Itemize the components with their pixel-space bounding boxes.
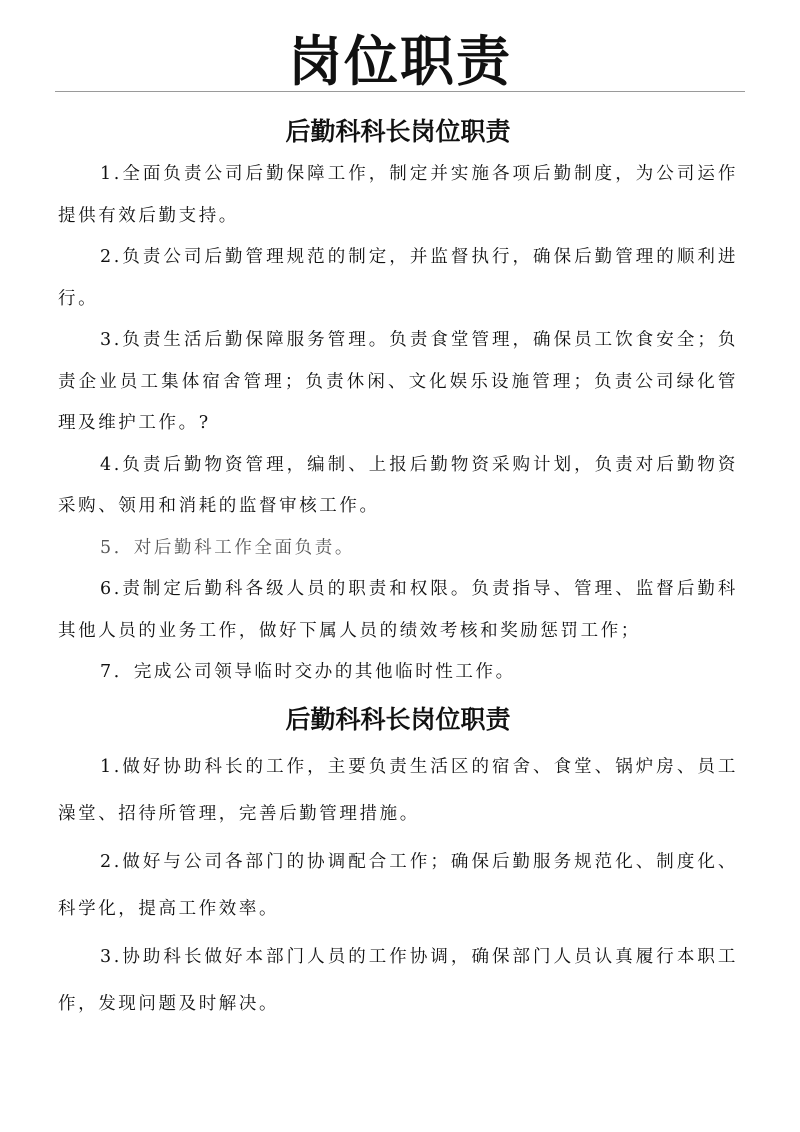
duty-item: 2.负责公司后勤管理规范的制定，并监督执行，确保后勤管理的顺利进行。	[58, 247, 738, 309]
duty-item: 7．完成公司领导临时交办的其他临时性工作。	[100, 662, 516, 682]
duty-item: 5．对后勤科工作全面负责。	[100, 537, 355, 558]
section-heading: 后勤科科长岗位职责	[285, 704, 511, 734]
page-title: 岗位职责	[288, 30, 512, 93]
duty-item: 1.做好协助科长的工作，主要负责生活区的宿舍、食堂、锅炉房、员工澡堂、招待所管理，完善后勤管理措施。	[58, 756, 738, 824]
section-heading: 后勤科科长岗位职责	[285, 117, 511, 146]
duty-section-director	[58, 110, 738, 694]
title-divider	[55, 91, 745, 92]
document-body	[58, 110, 738, 1029]
duty-section-deputy	[58, 698, 738, 1029]
duty-item: 4.负责后勤物资管理，编制、上报后勤物资采购计划，负责对后勤物资采购、领用和消耗的监督审核工作。	[58, 454, 738, 516]
duty-item: 6.责制定后勤科各级人员的职责和权限。负责指导、管理、监督后勤科其他人员的业务工作，做好下属人员的绩效考核和奖励惩罚工作；	[58, 579, 738, 641]
duty-item: 3.协助科长做好本部门人员的工作协调，确保部门人员认真履行本职工作，发现问题及时解决。	[58, 946, 738, 1014]
duty-item: 2.做好与公司各部门的协调配合工作；确保后勤服务规范化、制度化、科学化，提高工作效率。	[58, 851, 738, 919]
duty-item: 1.全面负责公司后勤保障工作，制定并实施各项后勤制度，为公司运作提供有效后勤支持。	[58, 164, 738, 226]
duty-item: 3.负责生活后勤保障服务管理。负责食堂管理，确保员工饮食安全；负责企业员工集体宿舍管理；负责休闲、文化娱乐设施管理；负责公司绿化管理及维护工作。?	[58, 330, 738, 433]
